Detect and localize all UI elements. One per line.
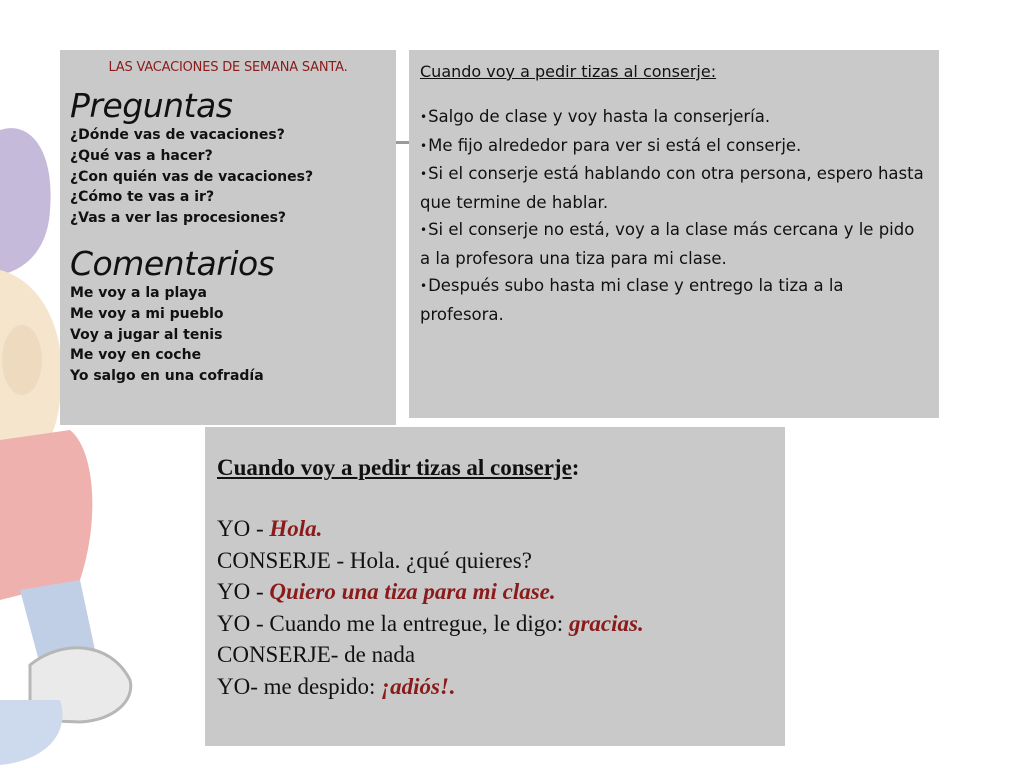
bullet-icon: •: [420, 279, 428, 293]
pregunta-item: ¿Con quién vas de vacaciones?: [70, 168, 314, 185]
preguntas-heading: Preguntas: [70, 86, 233, 125]
comentario-item: Me voy a mi pueblo: [70, 305, 224, 322]
dialog-line: [217, 545, 773, 577]
conserje-steps-panel: [409, 50, 939, 418]
pregunta-item: ¿Qué vas a hacer?: [70, 147, 213, 164]
dialogo-panel: [205, 427, 785, 746]
step-item: [420, 216, 927, 272]
comentario-item: Me voy a la playa: [70, 284, 207, 301]
dialog-text: CONSERJE- de nada: [217, 642, 416, 667]
step-text: Si el conserje no está, voy a la clase más cercana y le pido a la profesora una tiza para mi clase.: [420, 220, 915, 268]
comentario-item: Yo salgo en una cofradía: [70, 368, 264, 385]
vacaciones-panel: [60, 50, 396, 425]
step-item: [420, 103, 927, 132]
step-item: [420, 272, 927, 328]
pregunta-item: ¿Cómo te vas a ir?: [70, 189, 215, 206]
dialog-line: [217, 513, 773, 545]
dialog-text: CONSERJE - Hola. ¿qué quieres?: [217, 547, 532, 573]
bullet-icon: •: [420, 138, 428, 153]
dialogo-lines: [217, 513, 773, 702]
steps-list: [420, 103, 927, 328]
comentarios-heading: Comentarios: [70, 243, 275, 283]
bullet-icon: •: [420, 223, 428, 237]
preguntas-list: [70, 125, 386, 229]
dialog-highlight: Hola.: [269, 516, 323, 541]
dialog-text: YO -: [217, 516, 270, 541]
dialog-highlight: gracias.: [568, 610, 644, 636]
bullet-icon: •: [420, 167, 428, 181]
dialog-highlight: ¡adiós!: [381, 673, 449, 699]
step-item: [420, 160, 927, 216]
comentario-item: Me voy en coche: [70, 347, 202, 364]
panel-connector-line: [396, 141, 410, 144]
steps-title: Cuando voy a pedir tizas al conserje:: [420, 62, 717, 81]
dialog-text: YO- me despido:: [217, 673, 382, 699]
dialog-text: YO -: [217, 579, 270, 604]
dialog-text: YO - Cuando me la entregue, le digo:: [217, 610, 569, 636]
dialogo-title-text: Cuando voy a pedir tizas al conserje: [217, 455, 572, 480]
dialog-line: [217, 576, 773, 608]
bullet-icon: •: [420, 110, 428, 124]
vacaciones-title: LAS VACACIONES DE SEMANA SANTA.: [108, 60, 348, 75]
dialog-line: [217, 671, 773, 703]
step-text: Me fijo alrededor para ver si está el conserje.: [428, 135, 802, 155]
pregunta-item: ¿Vas a ver las procesiones?: [70, 210, 287, 227]
pregunta-item: ¿Dónde vas de vacaciones?: [70, 127, 285, 143]
step-text: Si el conserje está hablando con otra persona, espero hasta que termine de hablar.: [420, 164, 924, 212]
dialogo-title: [217, 455, 773, 481]
comentario-item: Voy a jugar al tenis: [70, 326, 223, 343]
dialog-line: [217, 608, 773, 640]
dialog-line: [217, 639, 773, 671]
dialogo-title-colon: :: [571, 455, 580, 480]
step-text: Salgo de clase y voy hasta la conserjería.: [428, 107, 771, 126]
step-item: [420, 132, 927, 161]
step-text: Después subo hasta mi clase y entrego la tiza a la profesora.: [420, 276, 844, 324]
dialog-suffix: .: [448, 673, 455, 699]
dialog-highlight: Quiero una tiza para mi clase.: [269, 579, 556, 604]
comentarios-list: [70, 283, 386, 387]
